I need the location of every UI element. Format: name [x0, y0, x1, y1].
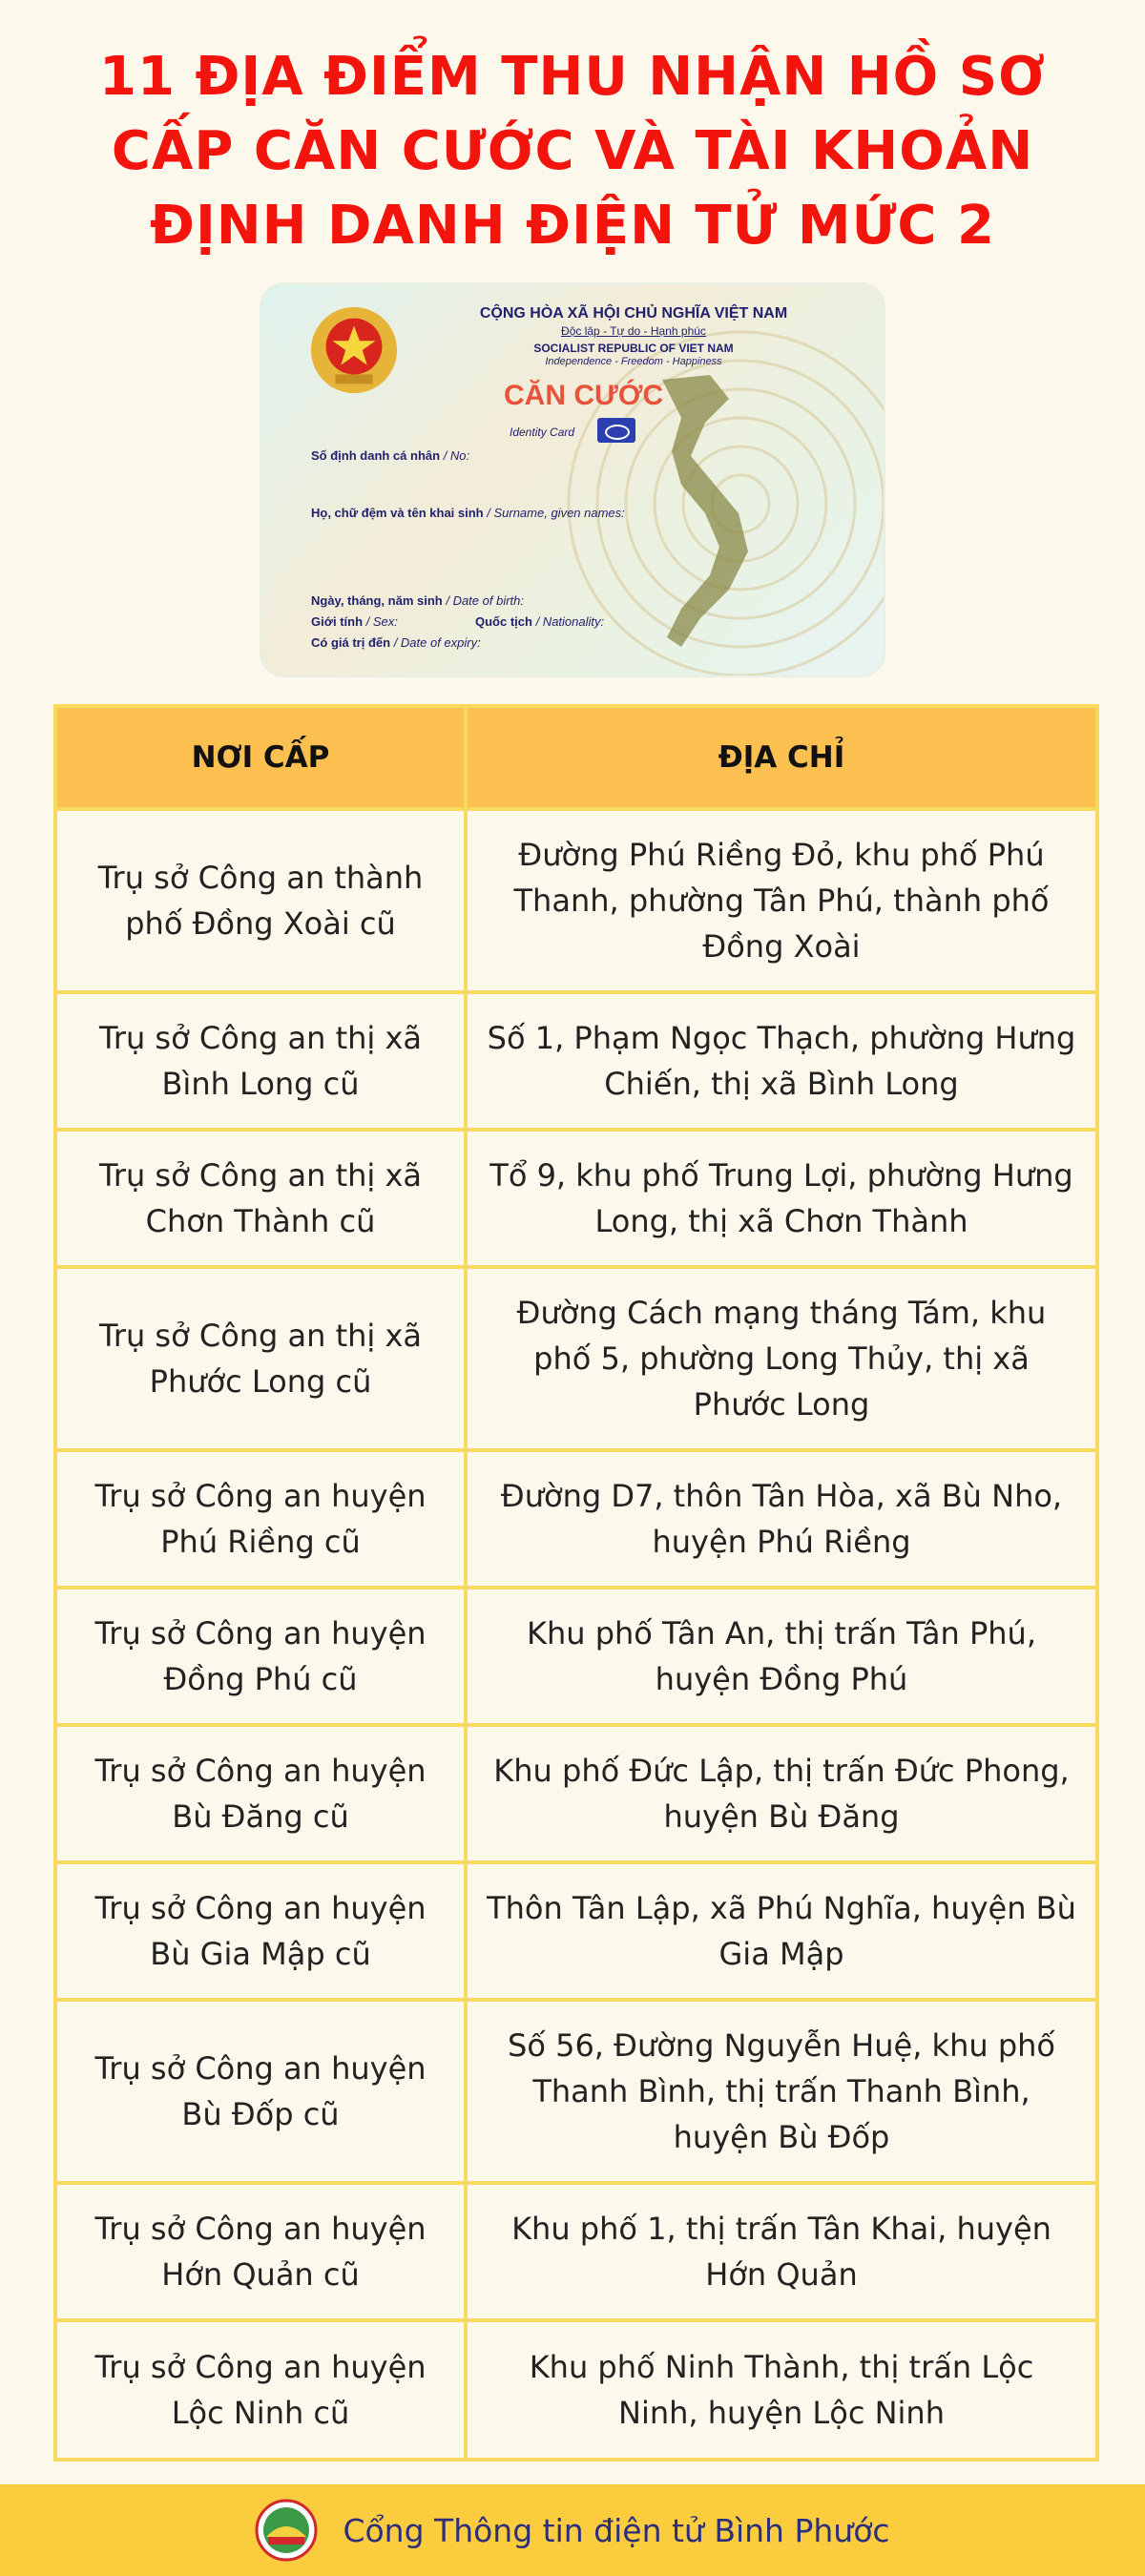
card-field-sex: Giới tính / Sex:: [311, 614, 398, 629]
cell-address: Khu phố 1, thị trấn Tân Khai, huyện Hớn Quản: [511, 2211, 1051, 2293]
cell-place: Trụ sở Công an huyện Phú Riềng cũ: [57, 1452, 468, 1586]
card-field-name: Họ, chữ đệm và tên khai sinh / Surname, given names:: [311, 506, 625, 520]
card-field-nationality: Quốc tịch / Nationality:: [475, 614, 605, 629]
table-row: [57, 994, 1095, 1132]
title-line-1: 11 ĐỊA ĐIỂM THU NHẬN HỒ SƠ: [99, 46, 1046, 108]
card-header-1: CỘNG HÒA XÃ HỘI CHỦ NGHĨA VIỆT NAM: [479, 305, 788, 322]
table-row: [57, 1589, 1095, 1727]
page-title: [0, 40, 1145, 263]
cell-address: Khu phố Tân An, thị trấn Tân Phú, huyện Đồng Phú: [526, 1615, 1036, 1697]
cell-address: Đường Cách mạng tháng Tám, khu phố 5, phường Long Thủy, thị xã Phước Long: [516, 1295, 1047, 1423]
header-address: ĐỊA CHỈ: [718, 740, 845, 775]
cell-address: Tổ 9, khu phố Trung Lợi, phường Hưng Long, thị xã Chơn Thành: [489, 1157, 1073, 1239]
cell-address: Khu phố Ninh Thành, thị trấn Lộc Ninh, huyện Lộc Ninh: [529, 2349, 1034, 2431]
locations-table: [53, 704, 1099, 2462]
card-name: CĂN CƯỚC: [504, 380, 664, 411]
table-row: [57, 1864, 1095, 2002]
table-header-row: [57, 708, 1095, 811]
title-line-3: ĐỊNH DANH ĐIỆN TỬ MỨC 2: [150, 195, 995, 257]
cell-place: Trụ sở Công an thị xã Bình Long cũ: [57, 994, 468, 1128]
table-row: [57, 1269, 1095, 1452]
identity-card-image: [260, 282, 885, 677]
footer-text[interactable]: Cổng Thông tin điện tử Bình Phước: [343, 2511, 890, 2549]
table-row: [57, 2185, 1095, 2322]
cell-address: Khu phố Đức Lập, thị trấn Đức Phong, huyện Bù Đăng: [493, 1753, 1070, 1835]
cell-place: Trụ sở Công an huyện Bù Đăng cũ: [57, 1727, 468, 1860]
table-row: [57, 2322, 1095, 2458]
vietnam-map-icon: [624, 370, 815, 656]
national-emblem-icon: [307, 303, 401, 397]
card-header-4: Independence - Freedom - Happiness: [545, 356, 722, 367]
cell-address: Số 1, Phạm Ngọc Thạch, phường Hưng Chiến, thị xã Bình Long: [487, 1020, 1076, 1102]
cell-address: Số 56, Đường Nguyễn Huệ, khu phố Thanh Bình, thị trấn Thanh Bình, huyện Bù Đốp: [508, 2027, 1055, 2155]
card-header-2: Độc lập - Tự do - Hạnh phúc: [561, 324, 706, 338]
cell-place: Trụ sở Công an huyện Đồng Phú cũ: [57, 1589, 468, 1723]
header-place: NƠI CẤP: [57, 708, 468, 807]
cell-place: Trụ sở Công an huyện Bù Gia Mập cũ: [57, 1864, 468, 1998]
cell-place: Trụ sở Công an huyện Hớn Quản cũ: [57, 2185, 468, 2318]
cell-address: Đường D7, thôn Tân Hòa, xã Bù Nho, huyện Phú Riềng: [500, 1478, 1063, 1560]
cell-place: Trụ sở Công an huyện Lộc Ninh cũ: [57, 2322, 468, 2458]
card-name-en: Identity Card: [510, 426, 575, 439]
cell-address: Thôn Tân Lập, xã Phú Nghĩa, huyện Bù Gia Mập: [487, 1890, 1076, 1972]
card-field-dob: Ngày, tháng, năm sinh / Date of birth:: [311, 593, 524, 608]
card-chip-icon: [597, 418, 635, 443]
table-row: [57, 1452, 1095, 1589]
card-field-expiry: Có giá trị đến / Date of expiry:: [311, 635, 481, 650]
cell-address: Đường Phú Riềng Đỏ, khu phố Phú Thanh, phường Tân Phú, thành phố Đồng Xoài: [513, 837, 1050, 965]
table-row: [57, 2002, 1095, 2185]
card-field-id: Số định danh cá nhân / No:: [311, 448, 470, 463]
table-row: [57, 1132, 1095, 1269]
binh-phuoc-emblem-icon: [255, 2499, 318, 2562]
table-row: [57, 1727, 1095, 1864]
cell-place: Trụ sở Công an huyện Bù Đốp cũ: [57, 2002, 468, 2181]
table-row: [57, 811, 1095, 994]
card-header-3: SOCIALIST REPUBLIC OF VIET NAM: [533, 342, 734, 355]
footer-bar: [0, 2484, 1145, 2576]
cell-place: Trụ sở Công an thị xã Phước Long cũ: [57, 1269, 468, 1448]
title-line-2: CẤP CĂN CƯỚC VÀ TÀI KHOẢN: [111, 120, 1034, 182]
cell-place: Trụ sở Công an thành phố Đồng Xoài cũ: [57, 811, 468, 990]
cell-place: Trụ sở Công an thị xã Chơn Thành cũ: [57, 1132, 468, 1265]
